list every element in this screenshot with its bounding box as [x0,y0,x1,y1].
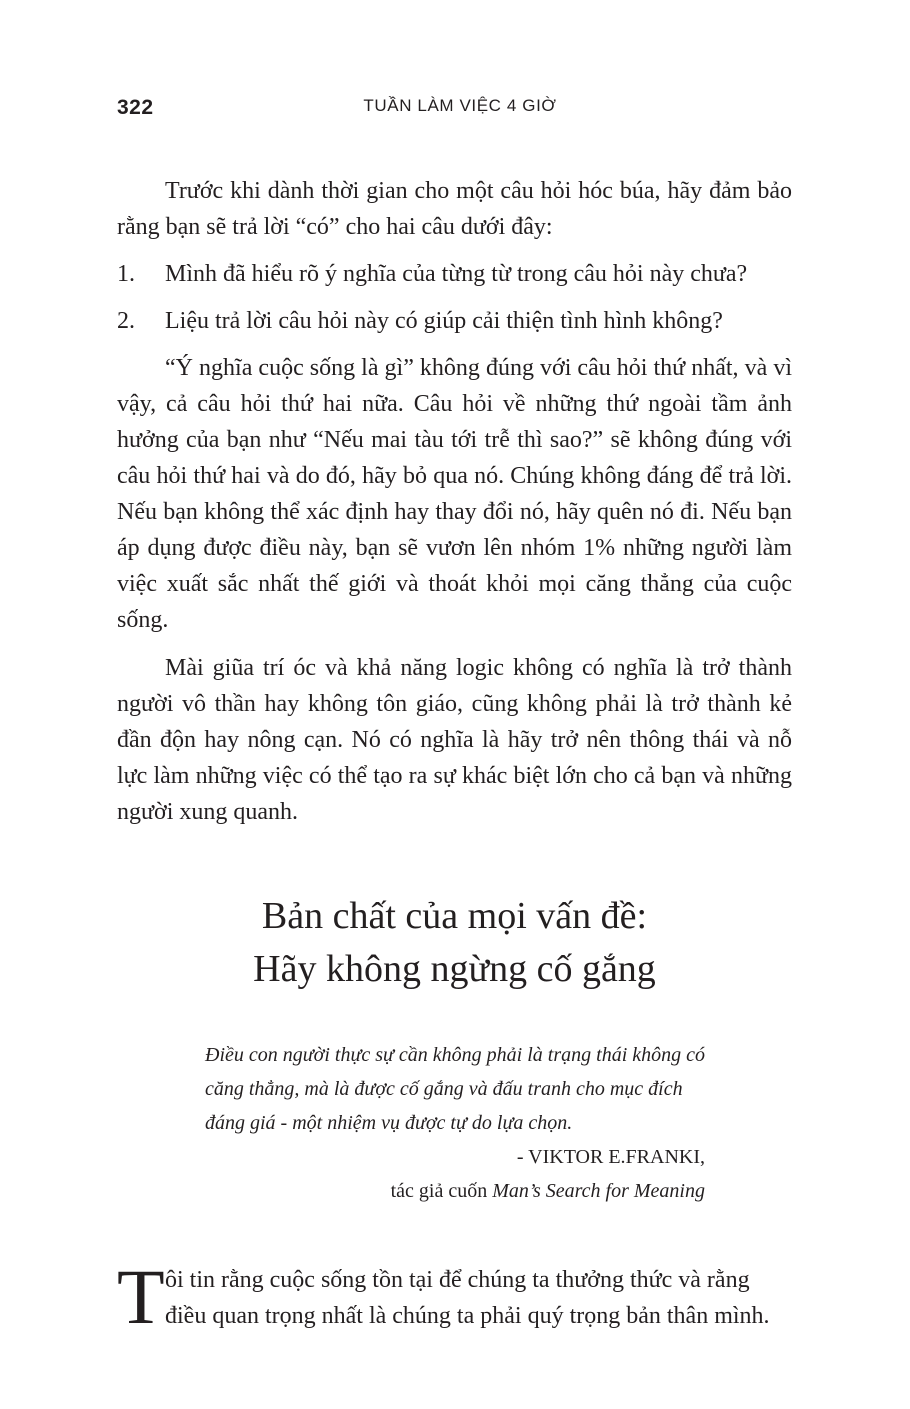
list-item-text: Mình đã hiểu rõ ý nghĩa của từng từ trong câu hỏi này chưa? [165,261,748,287]
epigraph [205,1038,705,1208]
page-number: 322 [117,96,154,119]
opening-paragraph [117,1253,792,1340]
question-list [117,256,792,339]
body-text [117,173,792,830]
list-item-number: 2. [117,308,135,334]
epigraph-author: - VIKTOR E.FRANKI, [516,1146,705,1168]
drop-cap: T [117,1253,165,1340]
opening-line-1: ôi tin rằng cuộc sống tồn tại để chúng ta thưởng thức và rằng [165,1267,750,1293]
epigraph-quote: Điều con người thực sự cần không phải là trạng thái không có căng thẳng, mà là được cố gắng và đấu tranh cho mục đích đáng giá - một nhiệm vụ được tự do lựa chọn. [205,1044,705,1134]
epigraph-source [205,1174,705,1208]
paragraph-intro: Trước khi dành thời gian cho một câu hỏi hóc búa, hãy đảm bảo rằng bạn sẽ trả lời “có” cho hai câu dưới đây: [117,178,792,240]
list-item-text: Liệu trả lời câu hỏi này có giúp cải thiện tình hình không? [165,308,723,334]
section-heading-line-2: Hãy không ngừng cố gắng [253,948,656,990]
list-item [117,303,792,339]
opening-line-2: điều quan trọng nhất là chúng ta phải quý trọng bản thân mình. [165,1303,770,1329]
paragraph-sharpen-mind: Mài giũa trí óc và khả năng logic không có nghĩa là trở thành người vô thần hay không tôn giáo, cũng không phải là trở thành kẻ đần độn hay nông cạn. Nó có nghĩa là hãy trở nên thông thái và nỗ lực làm những việc có thể tạo ra sự khác biệt lớn cho cả bạn và những người xung quanh. [117,655,792,825]
list-item [117,256,792,292]
epigraph-source-prefix: tác giả cuốn [390,1180,493,1202]
paragraph-meaning-of-life: “Ý nghĩa cuộc sống là gì” không đúng với câu hỏi thứ nhất, và vì vậy, cả câu hỏi thứ hai nữa. Câu hỏi về những thứ ngoài tầm ảnh hưởng của bạn như “Nếu mai tàu tới trễ thì sao?” sẽ không đúng với câu hỏi thứ hai và do đó, hãy bỏ qua nó. Chúng không đáng để trả lời. Nếu bạn không thể xác định hay thay đổi nó, hãy quên nó đi. Nếu bạn áp dụng được điều này, bạn sẽ vươn lên nhóm 1% những người làm việc xuất sắc nhất thế giới và thoát khỏi mọi căng thẳng của cuộc sống. [117,355,792,633]
running-header-title: TUẦN LÀM VIỆC 4 GIỜ [363,96,557,115]
epigraph-book-title: Man’s Search for Meaning [492,1180,705,1202]
list-item-number: 1. [117,261,135,287]
section-heading-line-1: Bản chất của mọi vấn đề: [261,895,648,937]
section-heading [117,890,792,996]
